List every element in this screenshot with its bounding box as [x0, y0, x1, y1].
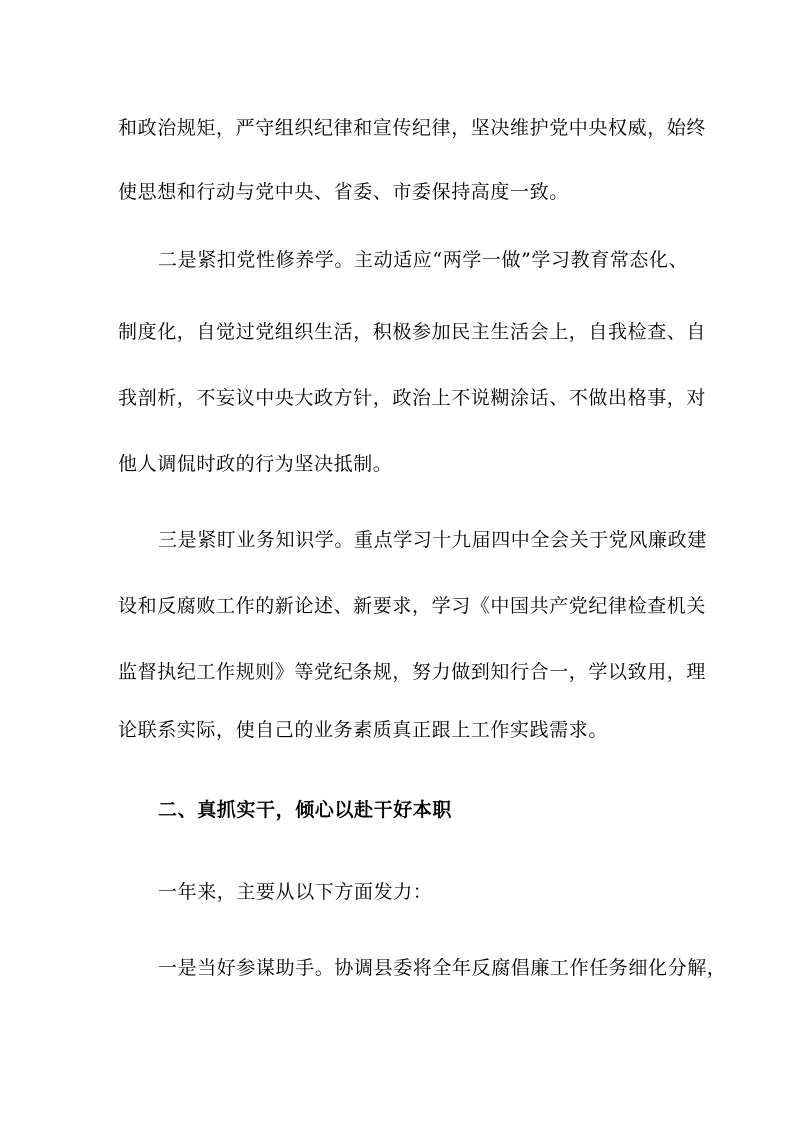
- paragraph-line: 一是当好参谋助手。协调县委将全年反腐倡廉工作任务细化分解，: [158, 957, 727, 979]
- section-heading: 二、真抓实干，倾心以赴干好本职: [158, 799, 453, 821]
- paragraph-line: 制度化，自觉过党组织生活，积极参加民主生活会上，自我检查、自: [118, 321, 707, 343]
- paragraph-line: 论联系实际，使自己的业务素质真正跟上工作实践需求。: [118, 719, 609, 741]
- paragraph-line: 他人调侃时政的行为坚决抵制。: [118, 453, 393, 475]
- paragraph-line: 和政治规矩，严守组织纪律和宣传纪律，坚决维护党中央权威，始终: [118, 117, 707, 139]
- paragraph-line: 设和反腐败工作的新论述、新要求，学习《中国共产党纪律检查机关: [118, 595, 707, 617]
- paragraph-line: 三是紧盯业务知识学。重点学习十九届四中全会关于党风廉政建: [158, 529, 707, 551]
- paragraph-line: 监督执纪工作规则》等党纪条规，努力做到知行合一，学以致用，理: [118, 661, 707, 683]
- paragraph-line: 一年来，主要从以下方面发力：: [158, 881, 433, 903]
- paragraph-line: 使思想和行动与党中央、省委、市委保持高度一致。: [118, 181, 569, 203]
- paragraph-line: 我剖析，不妄议中央大政方针，政治上不说糊涂话、不做出格事，对: [118, 387, 707, 409]
- paragraph-line: 二是紧扣党性修养学。主动适应“两学一做”学习教育常态化、: [158, 249, 689, 271]
